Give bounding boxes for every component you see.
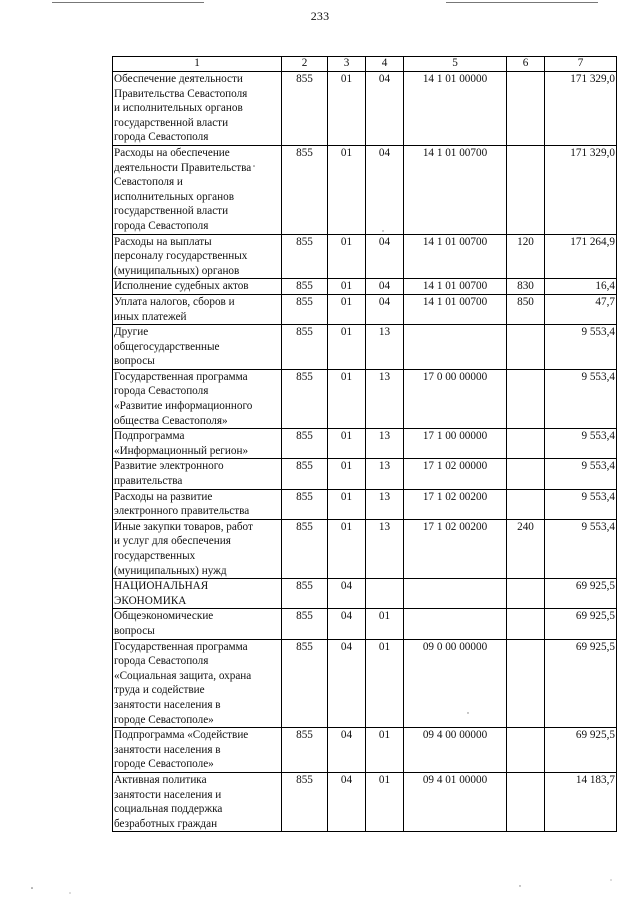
row-name-cell: Государственная программа города Севастополя «Социальная защита, охрана труда и содействие занятости населения в городе Севастополе» [113, 639, 282, 728]
row-subsection-cell: 13 [366, 489, 404, 519]
table-row [113, 728, 617, 773]
table-row [113, 429, 617, 459]
row-amount-cell: 16,4 [545, 279, 617, 295]
row-ministry-code-cell: 855 [282, 429, 328, 459]
row-amount-cell: 69 925,5 [545, 728, 617, 773]
row-amount-cell: 69 925,5 [545, 609, 617, 639]
row-target-article-cell: 14 1 01 00700 [404, 279, 507, 295]
row-ministry-code-cell: 855 [282, 579, 328, 609]
row-section-cell: 01 [328, 294, 366, 324]
row-name-cell: Иные закупки товаров, работ и услуг для обеспечения государственных (муниципальных) нужд [113, 519, 282, 578]
table-row [113, 639, 617, 728]
column-header: 7 [545, 57, 617, 72]
row-amount-cell: 14 183,7 [545, 772, 617, 831]
row-name-cell: Расходы на выплаты персоналу государственных (муниципальных) органов [113, 234, 282, 279]
row-section-cell: 01 [328, 72, 366, 146]
row-amount-cell: 171 329,0 [545, 145, 617, 234]
row-subsection-cell: 04 [366, 279, 404, 295]
row-ministry-code-cell: 855 [282, 369, 328, 428]
table-row [113, 145, 617, 234]
column-header: 6 [507, 57, 545, 72]
column-header: 2 [282, 57, 328, 72]
row-subsection-cell: 04 [366, 145, 404, 234]
row-amount-cell: 69 925,5 [545, 639, 617, 728]
table-row [113, 234, 617, 279]
row-subsection-cell: 13 [366, 369, 404, 428]
row-section-cell: 01 [328, 279, 366, 295]
row-section-cell: 01 [328, 429, 366, 459]
row-expense-type-cell [507, 772, 545, 831]
row-ministry-code-cell: 855 [282, 294, 328, 324]
row-ministry-code-cell: 855 [282, 728, 328, 773]
row-name-cell: Обеспечение деятельности Правительства Севастополя и исполнительных органов государственной власти города Севастополя [113, 72, 282, 146]
row-expense-type-cell [507, 72, 545, 146]
table-row [113, 519, 617, 578]
row-subsection-cell: 13 [366, 429, 404, 459]
row-subsection-cell: 13 [366, 519, 404, 578]
row-ministry-code-cell: 855 [282, 234, 328, 279]
table-body [113, 72, 617, 832]
row-target-article-cell: 17 1 02 00200 [404, 519, 507, 578]
row-amount-cell: 171 329,0 [545, 72, 617, 146]
table-row [113, 369, 617, 428]
row-section-cell: 01 [328, 489, 366, 519]
row-name-cell: Подпрограмма «Содействие занятости населения в городе Севастополе» [113, 728, 282, 773]
table-row [113, 325, 617, 370]
column-header: 1 [113, 57, 282, 72]
row-name-cell: Общеэкономические вопросы [113, 609, 282, 639]
row-target-article-cell: 09 4 01 00000 [404, 772, 507, 831]
row-target-article-cell: 14 1 01 00700 [404, 234, 507, 279]
row-target-article-cell: 17 1 02 00000 [404, 459, 507, 489]
column-header: 5 [404, 57, 507, 72]
row-target-article-cell [404, 609, 507, 639]
row-expense-type-cell: 830 [507, 279, 545, 295]
row-ministry-code-cell: 855 [282, 519, 328, 578]
row-expense-type-cell [507, 489, 545, 519]
row-amount-cell: 9 553,4 [545, 519, 617, 578]
row-subsection-cell [366, 579, 404, 609]
row-amount-cell: 9 553,4 [545, 489, 617, 519]
row-ministry-code-cell: 855 [282, 639, 328, 728]
row-ministry-code-cell: 855 [282, 459, 328, 489]
row-ministry-code-cell: 855 [282, 772, 328, 831]
row-section-cell: 01 [328, 459, 366, 489]
row-target-article-cell: 14 1 01 00700 [404, 145, 507, 234]
row-section-cell: 04 [328, 609, 366, 639]
page-number: 233 [310, 9, 330, 23]
row-name-cell: Расходы на обеспечение деятельности Правительства Севастополя и исполнительных органов государственной власти города Севастополя [113, 145, 282, 234]
column-header: 4 [366, 57, 404, 72]
row-target-article-cell: 17 1 02 00200 [404, 489, 507, 519]
row-amount-cell: 171 264,9 [545, 234, 617, 279]
row-ministry-code-cell: 855 [282, 279, 328, 295]
row-name-cell: Развитие электронного правительства [113, 459, 282, 489]
row-subsection-cell: 01 [366, 728, 404, 773]
row-name-cell: НАЦИОНАЛЬНАЯ ЭКОНОМИКА [113, 579, 282, 609]
row-amount-cell: 9 553,4 [545, 459, 617, 489]
row-subsection-cell: 01 [366, 609, 404, 639]
row-name-cell: Государственная программа города Севастополя «Развитие информационного общества Севастополя» [113, 369, 282, 428]
row-section-cell: 01 [328, 519, 366, 578]
row-subsection-cell: 04 [366, 234, 404, 279]
row-ministry-code-cell: 855 [282, 145, 328, 234]
row-expense-type-cell [507, 728, 545, 773]
row-name-cell: Расходы на развитие электронного правительства [113, 489, 282, 519]
row-section-cell: 04 [328, 639, 366, 728]
table-row [113, 609, 617, 639]
row-expense-type-cell [507, 639, 545, 728]
row-expense-type-cell [507, 325, 545, 370]
row-expense-type-cell: 240 [507, 519, 545, 578]
row-name-cell: Подпрограмма «Информационный регион» [113, 429, 282, 459]
row-section-cell: 01 [328, 325, 366, 370]
table-row [113, 294, 617, 324]
row-expense-type-cell [507, 459, 545, 489]
row-ministry-code-cell: 855 [282, 609, 328, 639]
row-target-article-cell [404, 579, 507, 609]
budget-table [112, 56, 617, 832]
row-section-cell: 04 [328, 772, 366, 831]
row-subsection-cell: 13 [366, 325, 404, 370]
table-row [113, 772, 617, 831]
row-subsection-cell: 01 [366, 772, 404, 831]
row-subsection-cell: 04 [366, 72, 404, 146]
row-ministry-code-cell: 855 [282, 325, 328, 370]
table-header-row [113, 57, 617, 72]
row-target-article-cell: 09 4 00 00000 [404, 728, 507, 773]
row-expense-type-cell: 120 [507, 234, 545, 279]
row-target-article-cell: 17 0 00 00000 [404, 369, 507, 428]
row-name-cell: Другие общегосударственные вопросы [113, 325, 282, 370]
table-row [113, 72, 617, 146]
row-expense-type-cell [507, 369, 545, 428]
row-name-cell: Уплата налогов, сборов и иных платежей [113, 294, 282, 324]
row-name-cell: Активная политика занятости населения и социальная поддержка безработных граждан [113, 772, 282, 831]
row-target-article-cell: 09 0 00 00000 [404, 639, 507, 728]
row-amount-cell: 9 553,4 [545, 325, 617, 370]
row-section-cell: 04 [328, 728, 366, 773]
table-row [113, 459, 617, 489]
row-expense-type-cell [507, 609, 545, 639]
row-amount-cell: 9 553,4 [545, 369, 617, 428]
column-header: 3 [328, 57, 366, 72]
row-amount-cell: 69 925,5 [545, 579, 617, 609]
row-section-cell: 04 [328, 579, 366, 609]
row-ministry-code-cell: 855 [282, 72, 328, 146]
row-subsection-cell: 04 [366, 294, 404, 324]
row-expense-type-cell: 850 [507, 294, 545, 324]
row-target-article-cell: 14 1 01 00000 [404, 72, 507, 146]
row-target-article-cell: 14 1 01 00700 [404, 294, 507, 324]
table-row [113, 279, 617, 295]
row-subsection-cell: 13 [366, 459, 404, 489]
row-amount-cell: 9 553,4 [545, 429, 617, 459]
row-section-cell: 01 [328, 145, 366, 234]
row-expense-type-cell [507, 145, 545, 234]
top-rule-left [52, 2, 204, 3]
row-target-article-cell: 17 1 00 00000 [404, 429, 507, 459]
table-row [113, 489, 617, 519]
row-amount-cell: 47,7 [545, 294, 617, 324]
row-section-cell: 01 [328, 369, 366, 428]
top-rule-right [446, 2, 598, 3]
row-expense-type-cell [507, 429, 545, 459]
row-subsection-cell: 01 [366, 639, 404, 728]
row-target-article-cell [404, 325, 507, 370]
row-ministry-code-cell: 855 [282, 489, 328, 519]
table-row [113, 579, 617, 609]
row-name-cell: Исполнение судебных актов [113, 279, 282, 295]
row-section-cell: 01 [328, 234, 366, 279]
row-expense-type-cell [507, 579, 545, 609]
